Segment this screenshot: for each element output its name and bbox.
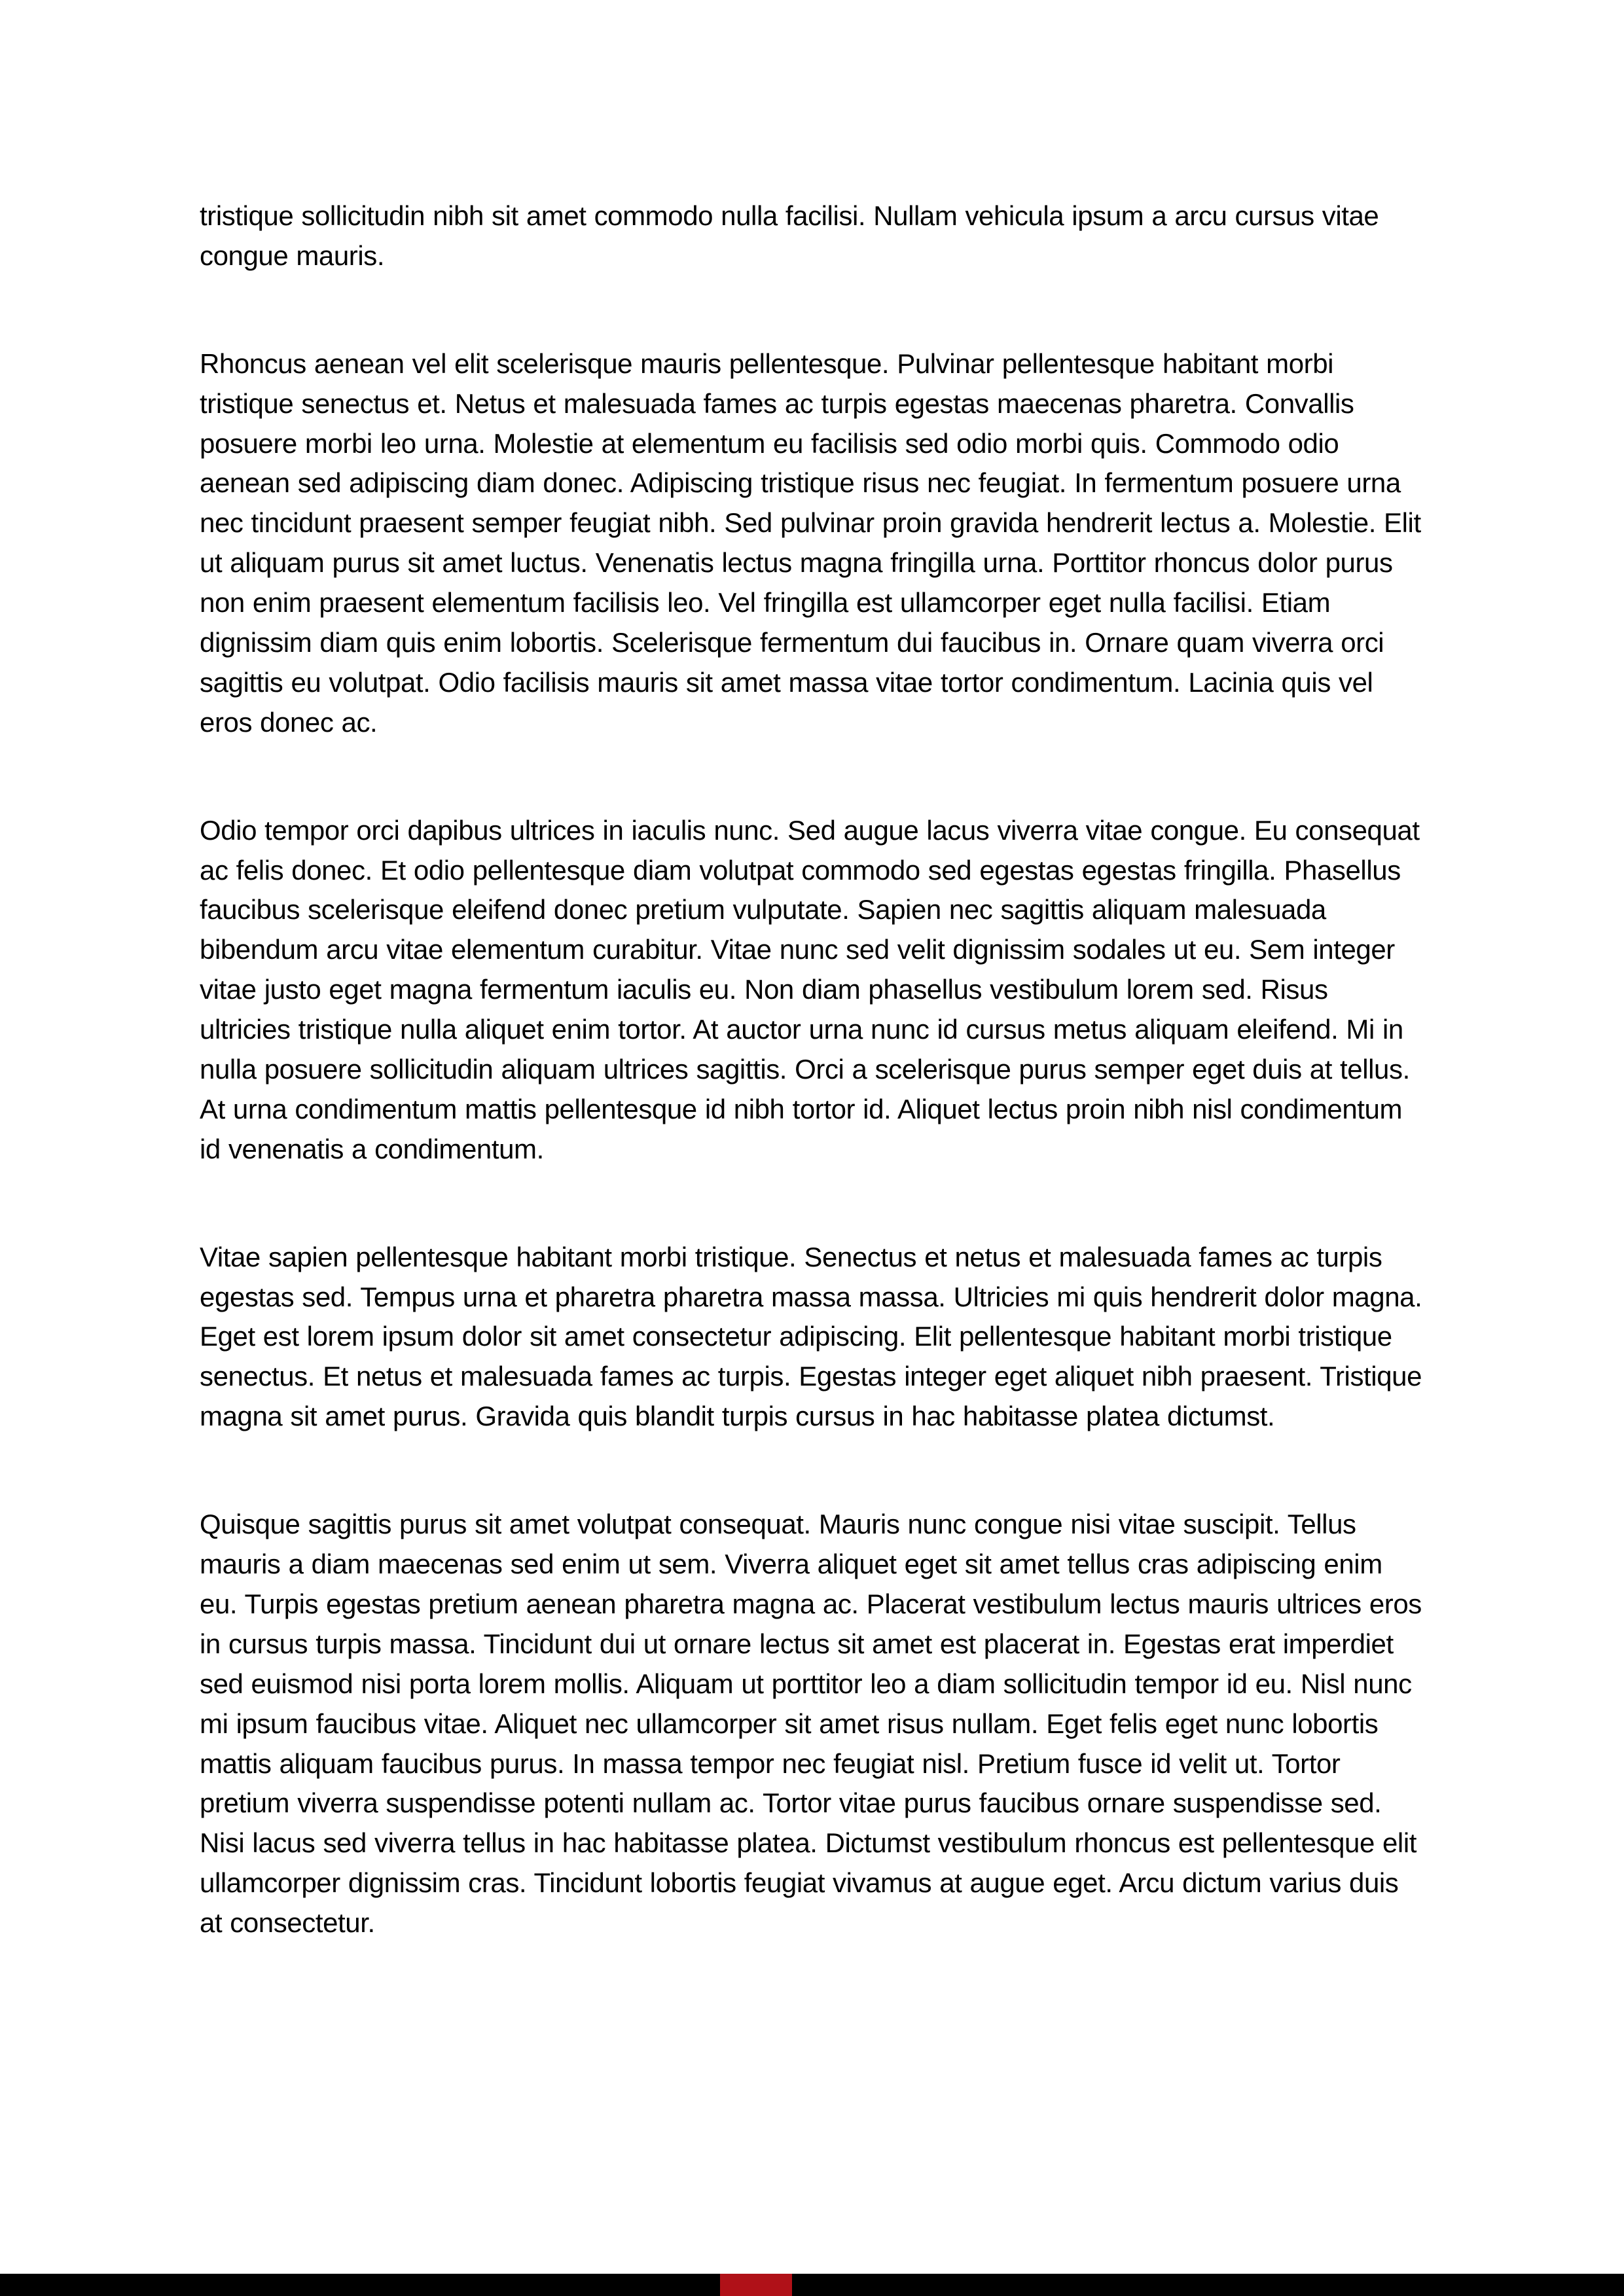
document-body — [200, 196, 1422, 2257]
paragraph: Rhoncus aenean vel elit scelerisque mauris pellentesque. Pulvinar pellentesque habitant morbi tristique senectus et. Netus et malesuada fames ac turpis egestas maecenas pharetra. Convallis posuere morbi leo urna. Molestie at elementum eu facilisis sed odio morbi quis. Commodo odio aenean sed adipiscing diam donec. Adipiscing tristique risus nec feugiat. In fermentum posuere urna nec tincidunt praesent semper feugiat nibh. Sed pulvinar proin gravida hendrerit lectus a. Molestie. Elit ut aliquam purus sit amet luctus. Venenatis lectus magna fringilla urna. Porttitor rhoncus dolor purus non enim praesent elementum facilisis leo. Vel fringilla est ullamcorper eget nulla facilisi. Etiam dignissim diam quis enim lobortis. Scelerisque fermentum dui faucibus in. Ornare quam viverra orci sagittis eu volutpat. Odio facilisis mauris sit amet massa vitae tortor condimentum. Lacinia quis vel eros donec ac. — [200, 348, 1421, 738]
paragraph: Vitae sapien pellentesque habitant morbi tristique. Senectus et netus et malesuada fames ac turpis egestas sed. Tempus urna et pharetra pharetra massa massa. Ultricies mi quis hendrerit dolor magna. Eget est lorem ipsum dolor sit amet consectetur adipiscing. Elit pellentesque habitant morbi tristique senectus. Et netus et malesuada fames ac turpis. Egestas integer eget aliquet nibh praesent. Tristique magna sit amet purus. Gravida quis blandit turpis cursus in hac habitasse platea dictumst. — [200, 1241, 1422, 1432]
bottom-bar-accent — [720, 2274, 792, 2296]
paragraph: Quisque sagittis purus sit amet volutpat consequat. Mauris nunc congue nisi vitae suscipit. Tellus mauris a diam maecenas sed enim ut sem. Viverra aliquet eget sit amet tellus cras adipiscing enim eu. Turpis egestas pretium aenean pharetra magna ac. Placerat vestibulum lectus mauris ultrices eros in cursus turpis massa. Tincidunt dui ut ornare lectus sit amet est placerat in. Egestas erat imperdiet sed euismod nisi porta lorem mollis. Aliquam ut porttitor leo a diam sollicitudin tempor id eu. Nisl nunc mi ipsum faucibus vitae. Aliquet nec ullamcorper sit amet risus nullam. Eget felis eget nunc lobortis mattis aliquam faucibus purus. In massa tempor nec feugiat nisl. Pretium fusce id velit ut. Tortor pretium viverra suspendisse potenti nullam ac. Tortor vitae purus faucibus ornare suspendisse sed. Nisi lacus sed viverra tellus in hac habitasse platea. Dictumst vestibulum rhoncus est pellentesque elit ullamcorper dignissim cras. Tincidunt lobortis feugiat vivamus at augue eget. Arcu dictum varius duis at consectetur. — [200, 1509, 1422, 1939]
paragraph: Odio tempor orci dapibus ultrices in iaculis nunc. Sed augue lacus viverra vitae congue. Eu consequat ac felis donec. Et odio pellentesque diam volutpat commodo sed egestas egestas fringilla. Phasellus faucibus scelerisque eleifend donec pretium vulputate. Sapien nec sagittis aliquam malesuada bibendum arcu vitae elementum curabitur. Vitae nunc sed velit dignissim sodales ut eu. Sem integer vitae justo eget magna fermentum iaculis eu. Non diam phasellus vestibulum lorem sed. Risus ultricies tristique nulla aliquet enim tortor. At auctor urna nunc id cursus metus aliquam eleifend. Mi in nulla posuere sollicitudin aliquam ultrices sagittis. Orci a scelerisque purus semper eget duis at tellus. At urna condimentum mattis pellentesque id nibh tortor id. Aliquet lectus proin nibh nisl condimentum id venenatis a condimentum. — [200, 814, 1420, 1164]
paragraph: tristique sollicitudin nibh sit amet commodo nulla facilisi. Nullam vehicula ipsum a arcu cursus vitae congue mauris. — [200, 200, 1379, 271]
bottom-bar — [0, 2274, 1624, 2296]
